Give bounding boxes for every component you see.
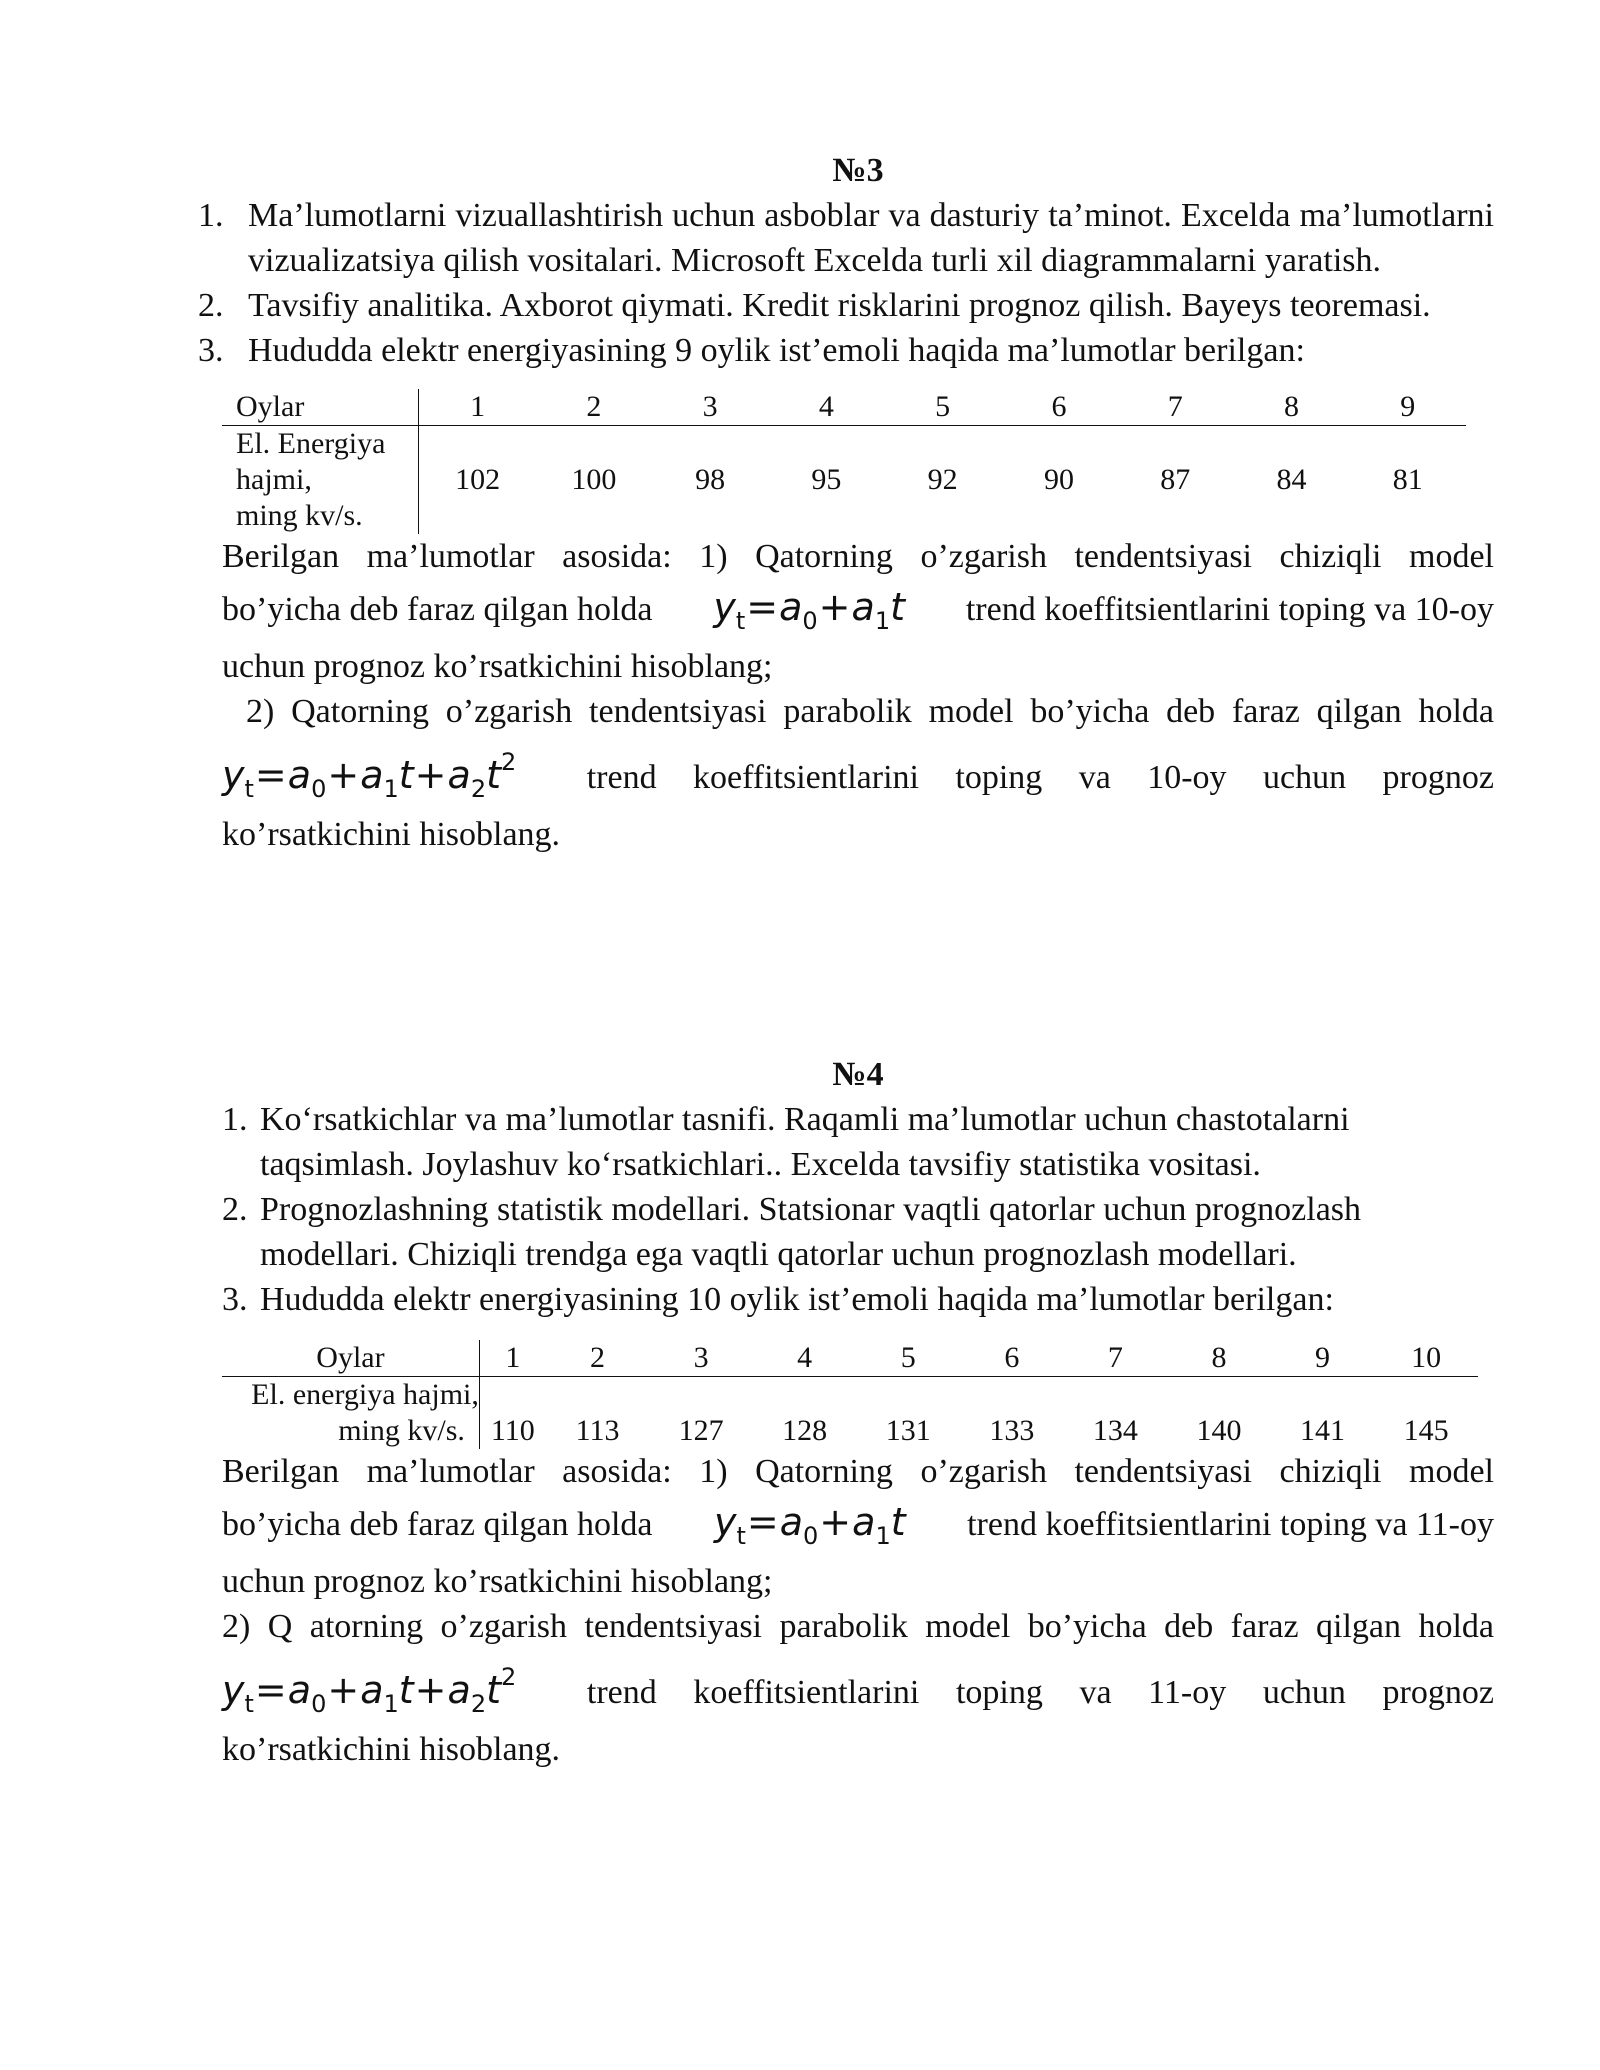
value-cell: 127 <box>678 1414 724 1447</box>
row-label-line: ming kv/s. <box>236 499 363 532</box>
word: 11-oy <box>1148 1674 1227 1711</box>
month-cell: 1 <box>479 1340 545 1377</box>
value-cell: 100 <box>571 463 617 496</box>
energy-table-9-months <box>222 389 1466 534</box>
question-number: 2. <box>198 287 224 324</box>
word: uchun <box>1262 759 1347 796</box>
word: va <box>1078 759 1111 796</box>
value-cell: 141 <box>1300 1414 1346 1447</box>
question-item <box>198 193 1494 283</box>
value-cell: 87 <box>1160 463 1191 496</box>
question-number: 3. <box>198 332 224 369</box>
task-4-heading: №4 <box>832 1056 884 1093</box>
part1-pre: bo’yicha deb faraz qilgan holda <box>222 591 653 628</box>
month-cell: 4 <box>768 389 884 426</box>
month-cell: 1 <box>419 389 536 426</box>
month-cell: 6 <box>1001 389 1117 426</box>
month-cell: 3 <box>652 389 768 426</box>
table-value-row <box>222 1377 1478 1450</box>
question-number: 2. <box>222 1191 248 1228</box>
word: koeffitsientlarini <box>693 1674 920 1711</box>
row-label-line: El. Energiya <box>236 427 386 460</box>
linear-trend-formula: $y_t=a_0+a_1t$ <box>713 585 905 635</box>
month-cell: 8 <box>1233 389 1349 426</box>
month-cell: 3 <box>649 1340 753 1377</box>
word: prognoz <box>1382 1674 1494 1711</box>
word: trend <box>586 1674 657 1711</box>
word: koeffitsientlarini <box>692 759 919 796</box>
part2-line2 <box>222 1655 1494 1727</box>
question-text: Hududda elektr energiyasining 10 oylik ist’emoli haqida ma’lumotlar berilgan: <box>260 1281 1334 1318</box>
month-cell: 7 <box>1117 389 1233 426</box>
value-cell: 145 <box>1403 1414 1449 1447</box>
task-3 <box>198 148 1494 857</box>
value-cell: 90 <box>1043 463 1074 496</box>
word: toping <box>955 1674 1043 1711</box>
part1-line1: Berilgan ma’lumotlar asosida: 1) Qatorning o’zgarish tendentsiyasi chiziqli model <box>222 538 1494 575</box>
question-text: Ko‘rsatkichlar va ma’lumotlar tasnifi. Raqamli ma’lumotlar uchun chastotalarni taqsimlash. Joylashuv ko‘rsatkichlari.. Excelda tavsifiy statistika vositasi. <box>260 1101 1350 1183</box>
part2-line2 <box>222 740 1494 812</box>
row-label-line: ming kv/s. <box>338 1414 465 1447</box>
parabolic-trend-formula: $y_t=a_0+a_1t+a_2t^2$ <box>222 1663 517 1718</box>
parabolic-trend-formula: $y_t=a_0+a_1t+a_2t^2$ <box>222 748 517 803</box>
month-cell: 9 <box>1271 1340 1375 1377</box>
energy-table-10-months <box>222 1340 1478 1449</box>
word: uchun <box>1262 1674 1346 1711</box>
task-3-heading: №3 <box>832 152 884 189</box>
month-cell: 7 <box>1064 1340 1168 1377</box>
part2-line3: ko’rsatkichini hisoblang. <box>222 816 561 853</box>
part2-line3: ko’rsatkichini hisoblang. <box>222 1731 561 1768</box>
word: trend <box>586 759 657 796</box>
question-item <box>198 283 1494 328</box>
part1-post: trend koeffitsientlarini toping va 11-oy <box>967 1506 1494 1543</box>
word: 10-oy <box>1147 759 1227 796</box>
question-text: Ma’lumotlarni vizuallashtirish uchun asboblar va dasturiy ta’minot. Excelda ma’lumotlarni vizualizatsiya qilish vositalari. Microsoft Excelda turli xil diagrammalarni yaratish. <box>248 197 1494 279</box>
word: prognoz <box>1382 759 1494 796</box>
table-header-label: Oylar <box>222 1340 479 1377</box>
task-3-questions <box>198 193 1494 373</box>
task-4-questions <box>222 1097 1494 1322</box>
month-cell: 6 <box>960 1340 1064 1377</box>
table-header-row <box>222 389 1466 426</box>
table-header-row <box>222 1340 1478 1377</box>
value-cell: 81 <box>1392 463 1423 496</box>
part1-line3: uchun prognoz ko’rsatkichini hisoblang; <box>222 1563 773 1600</box>
value-cell: 92 <box>927 463 958 496</box>
month-cell: 5 <box>885 389 1001 426</box>
question-number: 1. <box>222 1101 248 1138</box>
row-label-line: hajmi, <box>236 463 312 496</box>
part2-line1: 2) Qatorning o’zgarish tendentsiyasi parabolik model bo’yicha deb faraz qilgan holda <box>246 693 1494 730</box>
question-text: Tavsifiy analitika. Axborot qiymati. Kredit risklarini prognoz qilish. Bayeys teoremasi. <box>248 287 1431 324</box>
value-cell: 98 <box>695 463 726 496</box>
question-text: Prognozlashning statistik modellari. Statsionar vaqtli qatorlar uchun prognozlash modellari. Chiziqli trendga ega vaqtli qatorlar uchun prognozlash modellari. <box>260 1191 1362 1273</box>
table-row-label <box>222 426 419 535</box>
table-value-row <box>222 426 1466 535</box>
value-cell: 113 <box>575 1414 620 1447</box>
month-cell: 10 <box>1374 1340 1478 1377</box>
question-item <box>222 1097 1494 1187</box>
linear-trend-formula: $y_t=a_0+a_1t$ <box>713 1500 906 1550</box>
task-4 <box>222 1052 1494 1772</box>
part1-line3: uchun prognoz ko’rsatkichini hisoblang; <box>222 648 773 685</box>
month-cell: 2 <box>536 389 652 426</box>
month-cell: 5 <box>856 1340 960 1377</box>
month-cell: 9 <box>1350 389 1466 426</box>
value-cell: 140 <box>1196 1414 1242 1447</box>
row-label-line: El. energiya hajmi, <box>251 1378 479 1411</box>
value-cell: 95 <box>811 463 842 496</box>
question-number: 1. <box>198 197 224 234</box>
part1-post: trend koeffitsientlarini toping va 10-oy <box>965 591 1494 628</box>
question-item <box>222 1187 1494 1277</box>
month-cell: 8 <box>1167 1340 1271 1377</box>
question-number: 3. <box>222 1281 248 1318</box>
question-item <box>222 1277 1494 1322</box>
part1-line2 <box>222 1500 1494 1559</box>
word: va <box>1079 1674 1112 1711</box>
month-cell: 2 <box>546 1340 650 1377</box>
word: toping <box>955 759 1043 796</box>
value-cell: 131 <box>885 1414 931 1447</box>
part2-line1: 2) Q atorning o’zgarish tendentsiyasi parabolik model bo’yicha deb faraz qilgan holda <box>222 1608 1494 1645</box>
table-row-label <box>222 1377 479 1450</box>
value-cell: 102 <box>455 463 501 496</box>
part1-line1: Berilgan ma’lumotlar asosida: 1) Qatorning o’zgarish tendentsiyasi chiziqli model <box>222 1453 1494 1490</box>
question-text: Hududda elektr energiyasining 9 oylik ist’emoli haqida ma’lumotlar berilgan: <box>248 332 1305 369</box>
table-header-label: Oylar <box>222 389 419 426</box>
month-cell: 4 <box>753 1340 857 1377</box>
part1-pre: bo’yicha deb faraz qilgan holda <box>222 1506 653 1543</box>
value-cell: 134 <box>1092 1414 1138 1447</box>
value-cell: 133 <box>989 1414 1035 1447</box>
value-cell: 84 <box>1276 463 1307 496</box>
part1-line2 <box>222 585 1494 644</box>
question-item <box>198 328 1494 373</box>
value-cell: 110 <box>490 1414 535 1447</box>
value-cell: 128 <box>782 1414 828 1447</box>
